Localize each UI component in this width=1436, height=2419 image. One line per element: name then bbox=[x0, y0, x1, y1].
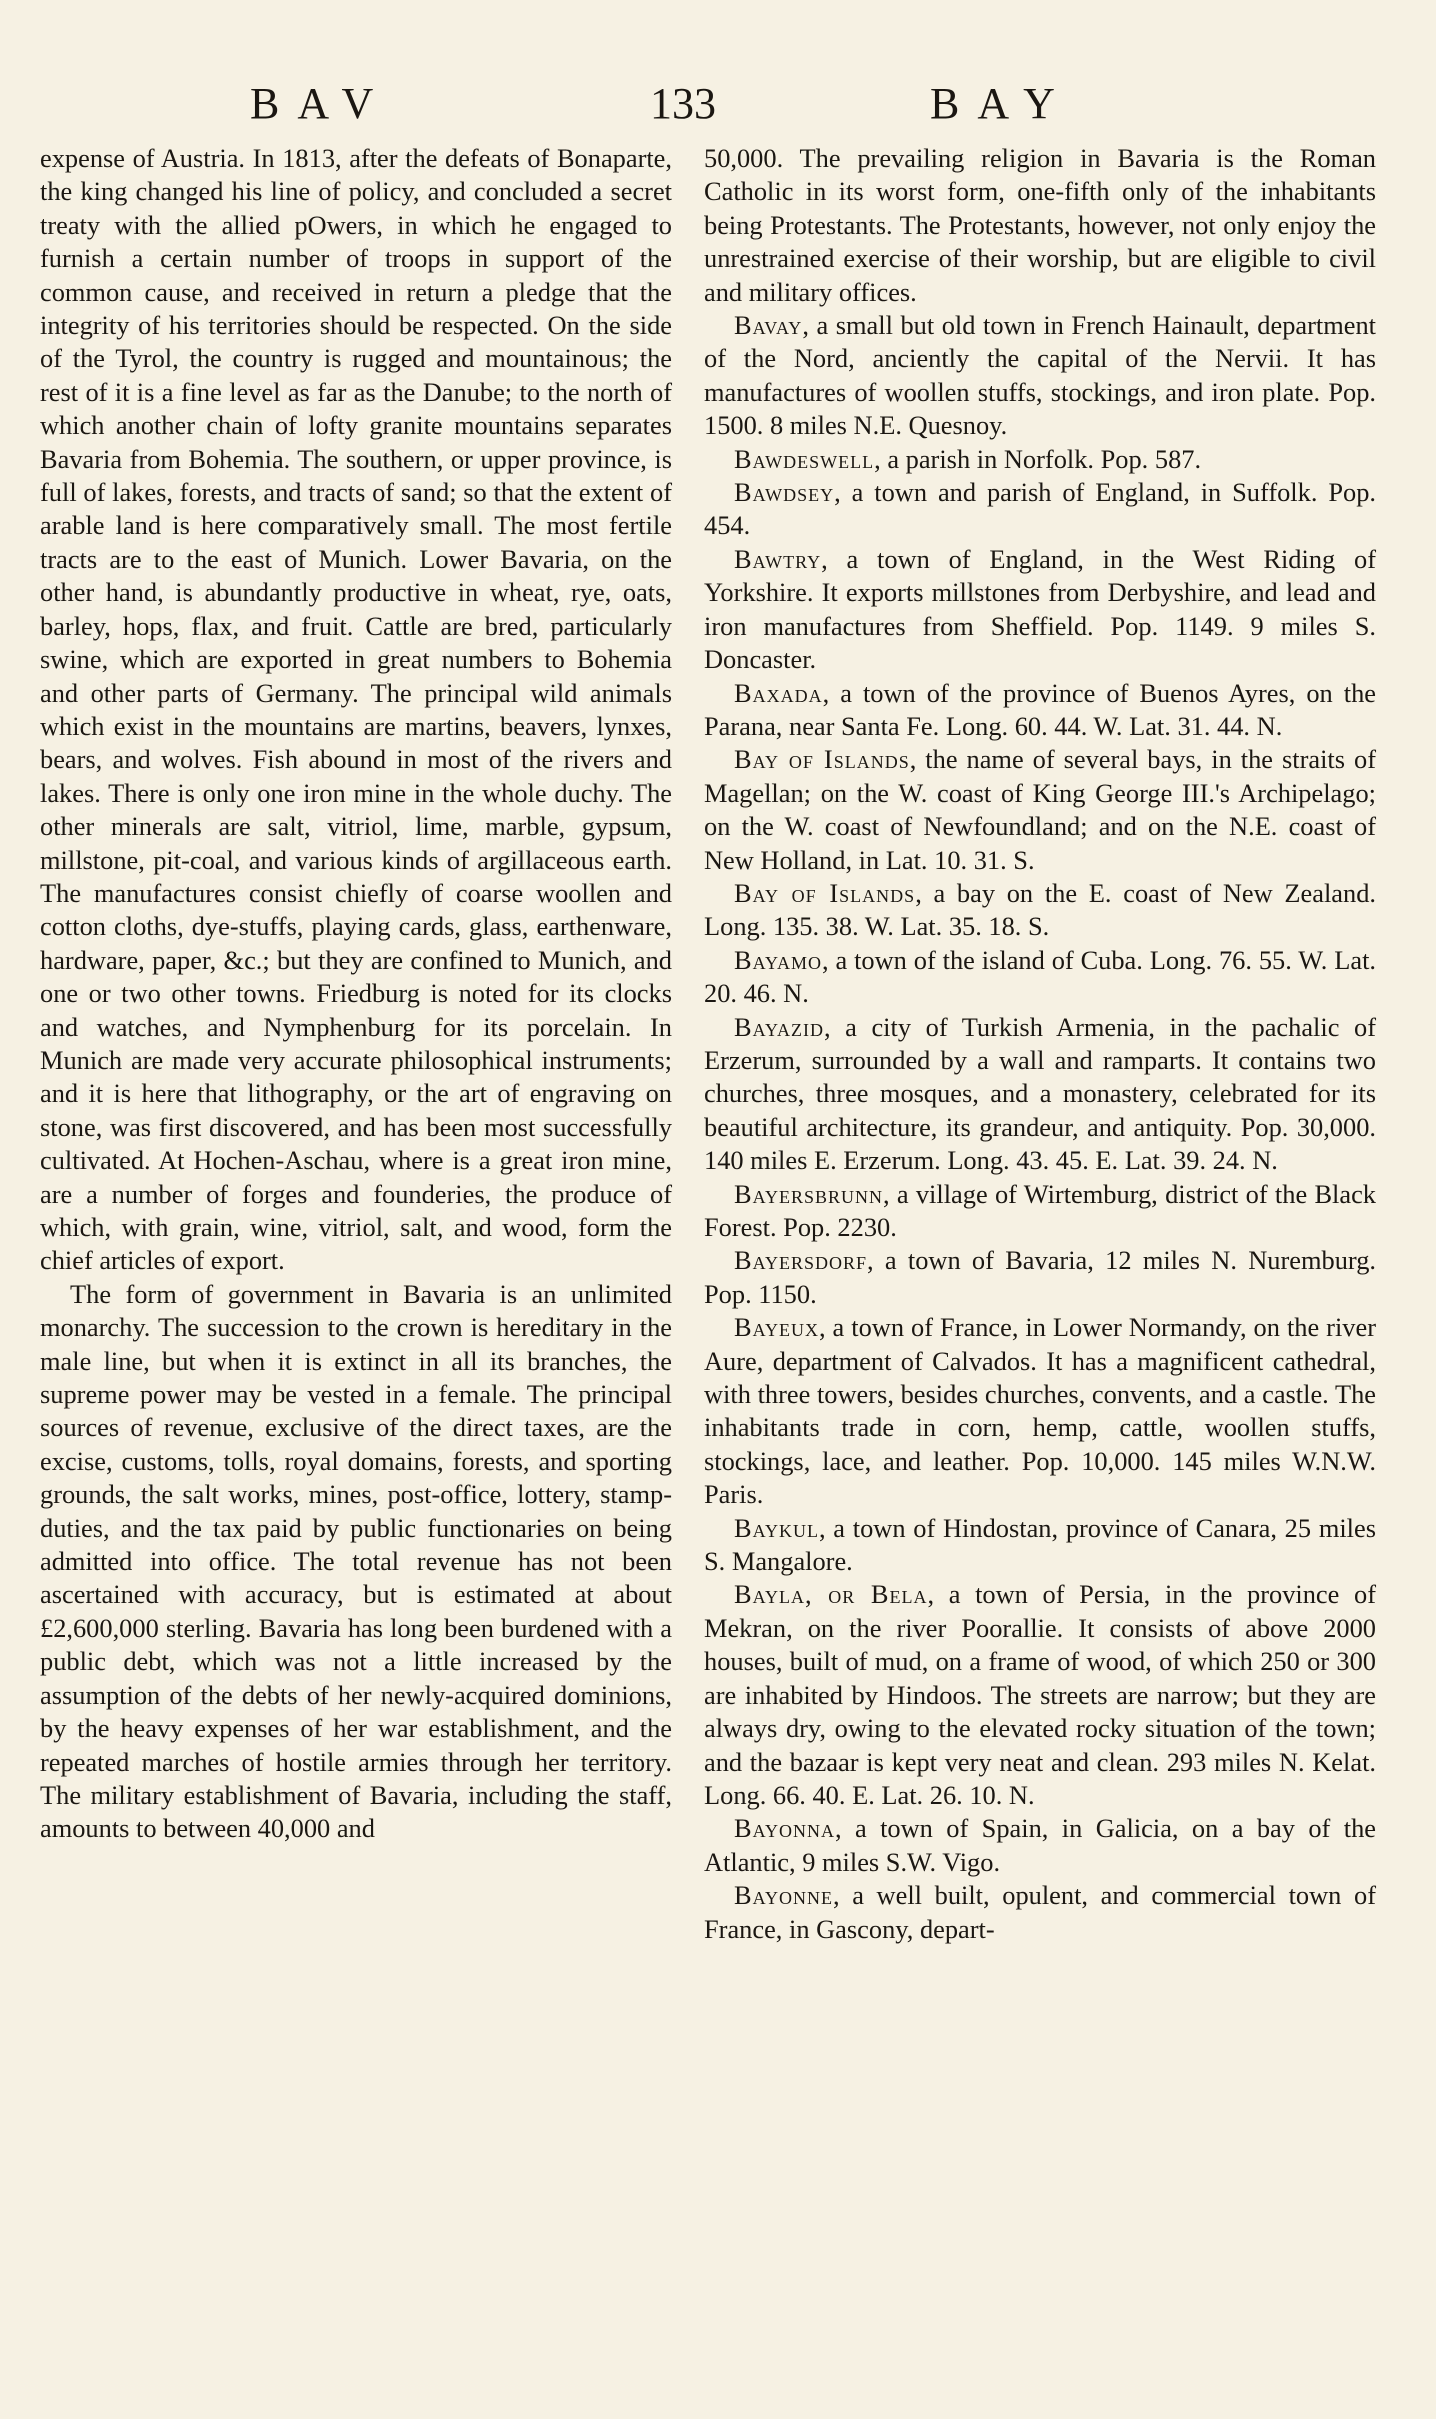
entry-headword: Bawtry bbox=[734, 543, 822, 574]
entry-headword: Bayla, or Bela bbox=[734, 1579, 928, 1610]
entry-text: , the name of several bays, in the straits of Magellan; on the W. coast of King George III.'s Archipelago; on the W. coast of Newfoundland; and on the N.E. coast of New Holland, in Lat. 10. 31. S. bbox=[704, 744, 1376, 875]
entry-headword: Bayersbrunn bbox=[734, 1178, 883, 1209]
dictionary-entry bbox=[704, 443, 1376, 476]
entry-text: , a village of Wirtemburg, district of the Black Forest. Pop. 2230. bbox=[704, 1178, 1376, 1242]
entry-text: , a city of Turkish Armenia, in the pachalic of Erzerum, surrounded by a wall and ramparts. It contains two churches, three mosques, and a monastery, celebrated for its beautiful architecture, its grandeur, and antiquity. Pop. 30,000. 140 miles E. Erzerum. Long. 43. 45. E. Lat. 39. 24. N. bbox=[704, 1011, 1376, 1176]
entry-text: , a town of Persia, in the province of Mekran, on the river Poorallie. It consists of above 2000 houses, built of mud, on a frame of wood, of which 250 or 300 are inhabited by Hindoos. The streets are narrow; but they are always dry, owing to the elevated rocky situation of the town; and the bazaar is kept very neat and clean. 293 miles N. Kelat. Long. 66. 40. E. Lat. 26. 10. N. bbox=[704, 1579, 1376, 1810]
paragraph: The form of government in Bavaria is an unlimited monarchy. The succession to the crown is hereditary in the male line, but when it is extinct in all its branches, the supreme power may be vested in a female. The principal sources of revenue, exclusive of the direct taxes, are the excise, customs, tolls, royal domains, forests, and sporting grounds, the salt works, mines, post-office, lottery, stamp-duties, and the tax paid by public functionaries on being admitted into office. The total revenue has not been ascertained with accuracy, but is estimated at about £2,600,000 sterling. Bavaria has long been burdened with a public debt, which was not a little increased by the assumption of the debts of her newly-acquired dominions, by the heavy expenses of her war establishment, and the repeated marches of hostile armies through her territory. The military establishment of Bavaria, including the staff, amounts to between 40,000 and bbox=[40, 1278, 672, 1844]
entry-headword: Bayamo bbox=[734, 944, 822, 975]
right-column bbox=[704, 142, 1376, 1946]
entry-text: , a town of France, in Lower Normandy, on the river Aure, department of Calvados. It has a magnificent cathedral, with three towers, besides churches, convents, and a castle. The inhabitants trade in corn, hemp, cattle, woollen stuffs, stockings, lace, and leather. Pop. 10,000. 145 miles W.N.W. Paris. bbox=[704, 1312, 1376, 1510]
header-left-guideword: BAV bbox=[250, 79, 392, 128]
entry-text: , a town of England, in the West Riding of Yorkshire. It exports millstones from Derbyshire, and lead and iron manufactures from Sheffield. Pop. 1149. 9 miles S. Doncaster. bbox=[704, 543, 1376, 675]
entry-headword: Baxada bbox=[734, 677, 823, 708]
dictionary-entry bbox=[704, 1244, 1376, 1311]
dictionary-entry bbox=[704, 1311, 1376, 1511]
dictionary-entry bbox=[704, 1578, 1376, 1812]
dictionary-entry bbox=[704, 1011, 1376, 1178]
entry-text: 50,000. The prevailing religion in Bavaria is the Roman Catholic in its worst form, one-fifth only of the inhabitants being Protestants. The Protestants, however, not only enjoy the unrestrained exercise of their worship, but are eligible to civil and military offices. bbox=[704, 143, 1376, 307]
dictionary-entry bbox=[704, 743, 1376, 877]
entry-headword: Bawdsey bbox=[734, 477, 835, 508]
entry-text: , a small but old town in French Hainault, department of the Nord, anciently the capital of the Nervii. It has manufactures of woollen stuffs, stockings, and iron plate. Pop. 1500. 8 miles N.E. Quesnoy. bbox=[704, 310, 1376, 441]
entry-continuation bbox=[704, 142, 1376, 309]
dictionary-entry bbox=[704, 543, 1376, 677]
entry-text: , a town of the island of Cuba. Long. 76. 55. W. Lat. 20. 46. N. bbox=[704, 944, 1376, 1009]
entry-text: , a town and parish of England, in Suffolk. Pop. 454. bbox=[704, 477, 1376, 541]
dictionary-entry bbox=[704, 309, 1376, 443]
entry-text: , a town of the province of Buenos Ayres, on the Parana, near Santa Fe. Long. 60. 44. W. Lat. 31. 44. N. bbox=[704, 677, 1376, 741]
left-column bbox=[40, 142, 672, 1846]
entry-headword: Bayonna bbox=[734, 1813, 835, 1844]
entry-headword: Baykul bbox=[734, 1512, 819, 1543]
entry-text: , a town of Hindostan, province of Canara, 25 miles S. Mangalore. bbox=[704, 1512, 1376, 1577]
entry-headword: Bavay bbox=[734, 310, 803, 341]
entry-headword: Bay of Islands bbox=[734, 744, 910, 775]
entry-headword: Bayonne bbox=[734, 1880, 833, 1911]
entry-text: , a town of Bavaria, 12 miles N. Nuremburg. Pop. 1150. bbox=[704, 1245, 1376, 1309]
entry-headword: Bawdeswell bbox=[734, 443, 875, 474]
entry-text: , a parish in Norfolk. Pop. 587. bbox=[874, 443, 1202, 474]
entry-text: , a well built, opulent, and commercial town of France, in Gascony, depart- bbox=[704, 1880, 1376, 1944]
dictionary-entry bbox=[704, 1879, 1376, 1946]
entry-headword: Bayersdorf bbox=[734, 1245, 867, 1276]
entry-text: , a bay on the E. coast of New Zealand. Long. 135. 38. W. Lat. 35. 18. S. bbox=[704, 877, 1376, 942]
dictionary-entry bbox=[704, 877, 1376, 944]
header-right-guideword: BAY bbox=[930, 79, 1073, 128]
entry-headword: Bayeux bbox=[734, 1312, 819, 1343]
entry-headword: Bayazid bbox=[734, 1011, 824, 1042]
dictionary-entry bbox=[704, 677, 1376, 744]
page-number: 133 bbox=[650, 79, 716, 128]
dictionary-entry bbox=[704, 1512, 1376, 1579]
dictionary-entry bbox=[704, 944, 1376, 1011]
dictionary-entry bbox=[704, 476, 1376, 543]
paragraph: expense of Austria. In 1813, after the defeats of Bonaparte, the king changed his line of policy, and concluded a secret treaty with the allied pOwers, in which he engaged to furnish a certain number of troops in support of the common cause, and received in return a pledge that the integrity of his territories should be respected. On the side of the Tyrol, the country is rugged and mountainous; the rest of it is a fine level as far as the Danube; to the north of which another chain of lofty granite mountains separates Bavaria from Bohemia. The southern, or upper province, is full of lakes, forests, and tracts of sand; so that the extent of arable land is here comparatively small. The most fertile tracts are to the east of Munich. Lower Bavaria, on the other hand, is abundantly productive in wheat, rye, oats, barley, hops, flax, and fruit. Cattle are bred, particularly swine, which are exported in great numbers to Bohemia and other parts of Germany. The principal wild animals which exist in the mountains are martins, beavers, lynxes, bears, and wolves. Fish abound in most of the rivers and lakes. There is only one iron mine in the whole duchy. The other minerals are salt, vitriol, lime, marble, gypsum, millstone, pit-coal, and various kinds of argillaceous earth. The manufactures consist chiefly of coarse woollen and cotton cloths, dye-stuffs, playing cards, glass, earthenware, hardware, paper, &c.; but they are confined to Munich, and one or two other towns. Friedburg is noted for its clocks and watches, and Nymphenburg for its porcelain. In Munich are made very accurate philosophical instruments; and it is here that lithography, or the art of engraving on stone, was first discovered, and has been most successfully cultivated. At Hochen-Aschau, where is a great iron mine, are a number of forges and founderies, the produce of which, with grain, wine, vitriol, salt, and wood, form the chief articles of export. bbox=[40, 143, 672, 1276]
entry-headword: Bay of Islands bbox=[734, 877, 916, 908]
dictionary-entry bbox=[704, 1812, 1376, 1879]
entry-text: , a town of Spain, in Galicia, on a bay of the Atlantic, 9 miles S.W. Vigo. bbox=[704, 1813, 1376, 1877]
running-header bbox=[250, 78, 1130, 138]
dictionary-entry bbox=[704, 1178, 1376, 1245]
